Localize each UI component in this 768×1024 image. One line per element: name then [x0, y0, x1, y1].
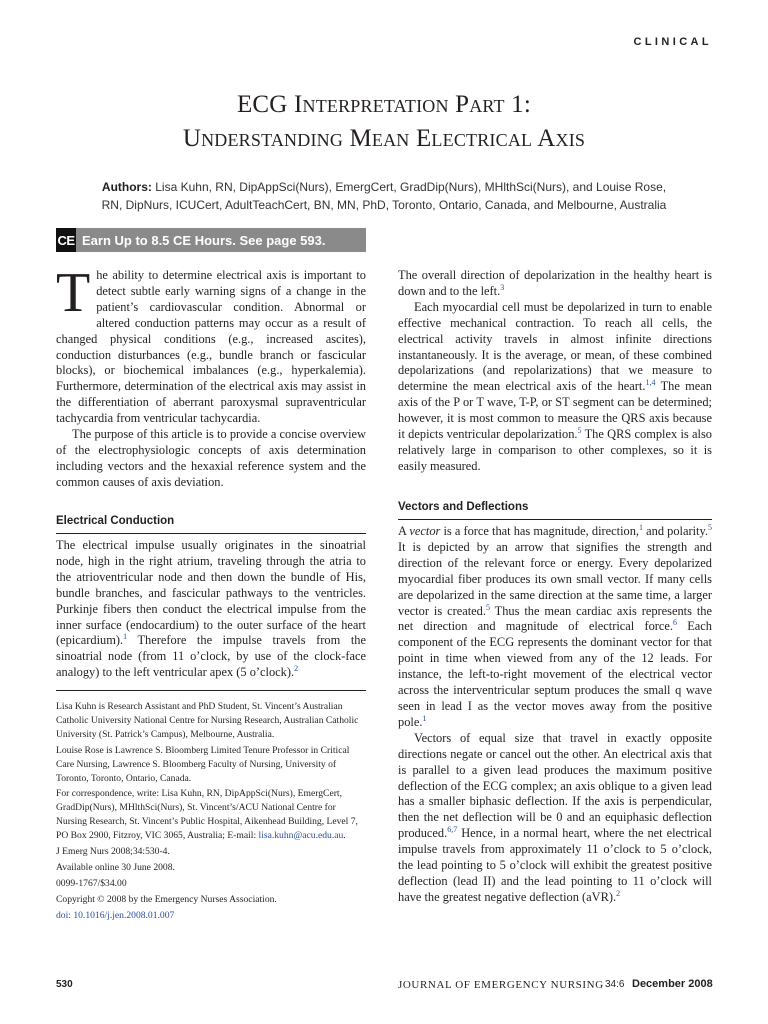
ref-sup[interactable]: 5 [577, 425, 582, 435]
ce-logo-icon: CE [56, 228, 76, 252]
p2-text-a: Each myocardial cell must be depolarized in turn to enable effective mechanical contraction. To reach all cells, the electrical activity travels in almost infinite directions instantaneously. It is the average, or mean, of these combined depolarizations (and repolarizations) that we measure to determine the mean electrical axis of the heart. [398, 299, 712, 394]
email-link[interactable]: lisa.kuhn@acu.edu.au [258, 830, 344, 842]
footnote-correspondence [56, 787, 366, 843]
ref-sup[interactable]: 6 [673, 618, 677, 628]
footnote-divider [56, 690, 366, 691]
ref-sup[interactable]: 3 [500, 282, 505, 292]
drop-cap: T [56, 262, 91, 324]
ref-sup[interactable]: 2 [616, 888, 621, 898]
authors-label: Authors: [101, 180, 152, 194]
purpose-paragraph: The purpose of this article is to provide a concise overview of the electrophysiologic concepts of axis determination including vectors and the hexaxial reference system and the common causes of axis deviation. [56, 427, 366, 489]
heading-rule-vectors [398, 519, 712, 520]
journal-name: JOURNAL OF EMERGENCY NURSING [398, 979, 604, 991]
ref-sup[interactable]: 1 [123, 632, 128, 642]
p3-text-a: A [398, 524, 410, 538]
p2-text-c: The QRS complex is also relatively large in comparison to other complexes, so it is easily measured. [398, 427, 712, 473]
p3-text-e: Thus the mean cardiac axis represents the net direction and magnitude of electrical force. [398, 603, 712, 634]
citation: J Emerg Nurs 2008;34:530-4. [56, 846, 170, 858]
ce-banner[interactable] [56, 228, 366, 252]
page-number: 530 [56, 979, 73, 990]
ce-banner-text: Earn Up to 8.5 CE Hours. See page 593. [82, 232, 326, 248]
section-label: CLINICAL [633, 36, 712, 48]
issue-number: 34:6 [605, 979, 625, 990]
copyright: Copyright © 2008 by the Emergency Nurses Association. [56, 893, 277, 905]
ref-sup[interactable]: 1 [639, 522, 644, 532]
right-paragraph-1 [398, 268, 712, 300]
p2-text-b: The mean axis of the P or T wave, T-P, or ST segment can be determined; however, it is most common to measure the QRS axis because it depicts ventricular depolarization. [398, 379, 712, 442]
online-date: Available online 30 June 2008. [56, 861, 175, 873]
ref-sup[interactable]: 6,7 [447, 825, 458, 835]
intro-paragraph [56, 262, 366, 427]
article-title-line-2: Understanding Mean Electrical Axis [182, 125, 586, 152]
conduction-paragraph [56, 538, 366, 681]
footnote-kuhn: Lisa Kuhn is Research Assistant and PhD Student, St. Vincent’s Australian Catholic University National Centre for Nursing Research, Australian Catholic University (St. Patrick’s Campus), Melbourne, Australia. [56, 701, 359, 740]
right-paragraph-3 [398, 524, 712, 731]
correspondence-end: . [343, 830, 346, 842]
p3-text-b: is a force that has magnitude, direction, [440, 524, 640, 538]
footnotes-block [56, 700, 366, 925]
authors-text: Lisa Kuhn, RN, DipAppSci(Nurs), EmergCert, GradDip(Nurs), MHlthSci(Nurs), and Louise Rose, RN, DipNurs, ICUCert, AdultTeachCert, BN, MN, PhD, Toronto, Ontario, Canada, and Melbourne, Australia [101, 180, 667, 212]
issue-date: December 2008 [632, 978, 713, 990]
right-column-vectors [398, 524, 712, 906]
conduction-text-b: Therefore the impulse travels from the sinoatrial node (from 11 o’clock, by use of the clock-face analogy) to the left ventricular apex (5 o’clock). [56, 633, 366, 680]
authors-block [92, 178, 676, 214]
p1-text: The overall direction of depolarization in the healthy heart is down and to the left. [398, 268, 712, 298]
left-column-intro [56, 262, 366, 491]
p3-text-c: and polarity. [643, 524, 708, 538]
p3-text-d: It is depicted by an arrow that signifies the strength and direction of the relevant force or energy. Every depolarized myocardial fiber produces its own small vector. If many cells are depolarized in the same direction at the same time, a larger vector is created. [398, 539, 712, 618]
correspondence-text: For correspondence, write: Lisa Kuhn, RN, DipAppSci(Nurs), EmergCert, GradDip(Nurs), MHlthSci(Nurs), St. Vincent’s/ACU National Centre for Nursing Research, St. Vincent’s Public Hospital, Aikenhead Building, Level 7, PO Box 2900, Fitzroy, VIC 3065, Australia; E-mail: [56, 788, 358, 842]
vector-term: vector [409, 524, 441, 538]
right-column-top [398, 268, 712, 475]
right-paragraph-2 [398, 300, 712, 475]
ref-sup[interactable]: 5 [708, 522, 712, 532]
ref-sup[interactable]: 1 [422, 713, 427, 723]
p4-text-a: Vectors of equal size that travel in exactly opposite directions negate or cancel out the other. An electrical axis that is parallel to a given lead produces the maximum positive deflection of the ECG complex; an axis oblique to a given lead has a smaller biphasic deflection. If the axis is perpendicular, then the net deflection will be 0 and an equiphasic deflection produced. [398, 730, 712, 841]
intro-text: he ability to determine electrical axis is important to detect subtle early warning signs of a change in the patient’s cardiovascular condition. Abnormal or altered conduction patterns may occur as a result of changed physical conditions (e.g., increased ascites), conduction disturbances (e.g., bundle branch or fascicular blocks), or biochemical imbalances (e.g., hyperkalemia). Furthermore, determination of the electrical axis may assist in the differentiation of aberrant paroxysmal supraventricular tachycardia from ventricular tachycardia. [56, 268, 366, 426]
footnote-rose: Louise Rose is Lawrence S. Bloomberg Limited Tenure Professor in Critical Care Nursing, Lawrence S. Bloomberg Faculty of Nursing, University of Toronto, Toronto, Ontario, Canada. [56, 744, 350, 784]
p4-text-b: Hence, in a normal heart, where the net electrical impulse travels from approximately 11 o’clock to 5 o’clock, the lead pointing to 5 o’clock will exhibit the greatest positive deflection (lead II) and the lead pointing to 11 o’clock will have the greatest negative deflection (aVR). [398, 826, 712, 904]
p3-text-f: Each component of the ECG represents the dominant vector for that point in time when viewed from any of the 12 leads. For instance, the left-to-right movement of the electrical vector across the interventricular septum produces the small q wave seen in lead I as the vector moves away from the positive pole. [398, 619, 712, 729]
conduction-text-a: The electrical impulse usually originates in the sinoatrial node, high in the right atrium, traveling through the atria to the atrioventricular node and then down the bundle of His, bundle branches, and fascicular pathways to the ventricles. Purkinje fibers then conduct the electrical impulse from the inner surface (endocardium) to the outer surface of the heart (epicardium). [56, 538, 366, 648]
issn: 0099-1767/$34.00 [56, 877, 127, 889]
article-title-line-1: ECG Interpretation Part 1: [236, 91, 532, 118]
right-paragraph-4 [398, 731, 712, 906]
heading-electrical-conduction: Electrical Conduction [56, 515, 175, 527]
ref-sup[interactable]: 1,4 [645, 378, 656, 388]
ref-sup[interactable]: 5 [485, 602, 490, 612]
heading-vectors: Vectors and Deflections [398, 501, 529, 513]
heading-rule-conduction [56, 533, 366, 534]
doi-link[interactable]: doi: 10.1016/j.jen.2008.01.007 [56, 909, 175, 921]
ref-sup[interactable]: 2 [294, 664, 299, 674]
